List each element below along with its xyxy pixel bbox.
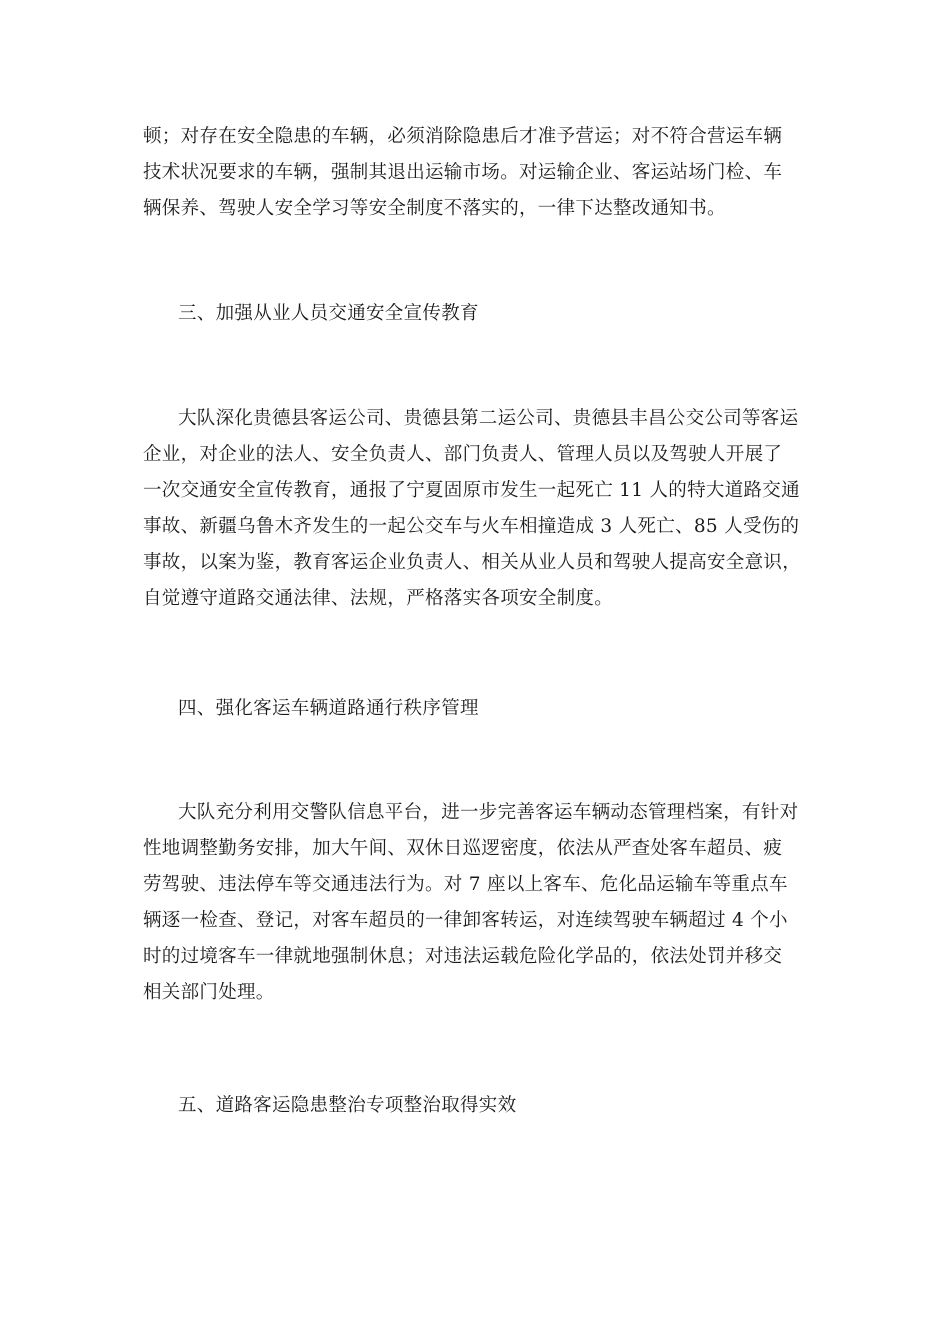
paragraph-line: 企业，对企业的法人、安全负责人、部门负责人、管理人员以及驾驶人开展了 bbox=[143, 444, 783, 465]
section-heading-4: 四、强化客运车辆道路通行秩序管理 bbox=[178, 698, 479, 719]
paragraph-line: 辆保养、驾驶人安全学习等安全制度不落实的，一律下达整改通知书。 bbox=[143, 198, 726, 219]
paragraph-line: 自觉遵守道路交通法律、法规，严格落实各项安全制度。 bbox=[143, 588, 614, 609]
paragraph-line: 相关部门处理。 bbox=[143, 982, 275, 1003]
paragraph-line: 大队深化贵德县客运公司、贵德县第二运公司、贵德县丰昌公交公司等客运 bbox=[178, 408, 799, 429]
paragraph-line: 一次交通安全宣传教育，通报了宁夏固原市发生一起死亡 11 人的特大道路交通 bbox=[143, 480, 800, 501]
paragraph-line: 性地调整勤务安排，加大午间、双休日巡逻密度，依法从严查处客车超员、疲 bbox=[143, 838, 783, 859]
section-heading-3: 三、加强从业人员交通安全宣传教育 bbox=[178, 303, 479, 324]
paragraph-line: 辆逐一检查、登记，对客车超员的一律卸客转运，对连续驾驶车辆超过 4 个小 bbox=[143, 910, 788, 931]
paragraph-line: 时的过境客车一律就地强制休息；对违法运载危险化学品的，依法处罚并移交 bbox=[143, 946, 783, 967]
paragraph-line: 劳驾驶、违法停车等交通违法行为。对 7 座以上客车、危化品运输车等重点车 bbox=[143, 874, 788, 895]
section-heading-5: 五、道路客运隐患整治专项整治取得实效 bbox=[178, 1095, 517, 1116]
paragraph-line: 事故、新疆乌鲁木齐发生的一起公交车与火车相撞造成 3 人死亡、85 人受伤的 bbox=[143, 516, 800, 537]
paragraph-line: 顿；对存在安全隐患的车辆，必须消除隐患后才准予营运；对不符合营运车辆 bbox=[143, 126, 783, 147]
paragraph-line: 大队充分利用交警队信息平台，进一步完善客运车辆动态管理档案，有针对 bbox=[178, 802, 799, 823]
paragraph-line: 技术状况要求的车辆，强制其退出运输市场。对运输企业、客运站场门检、车 bbox=[143, 162, 783, 183]
paragraph-line: 事故，以案为鉴，教育客运企业负责人、相关从业人员和驾驶人提高安全意识， bbox=[143, 552, 802, 573]
